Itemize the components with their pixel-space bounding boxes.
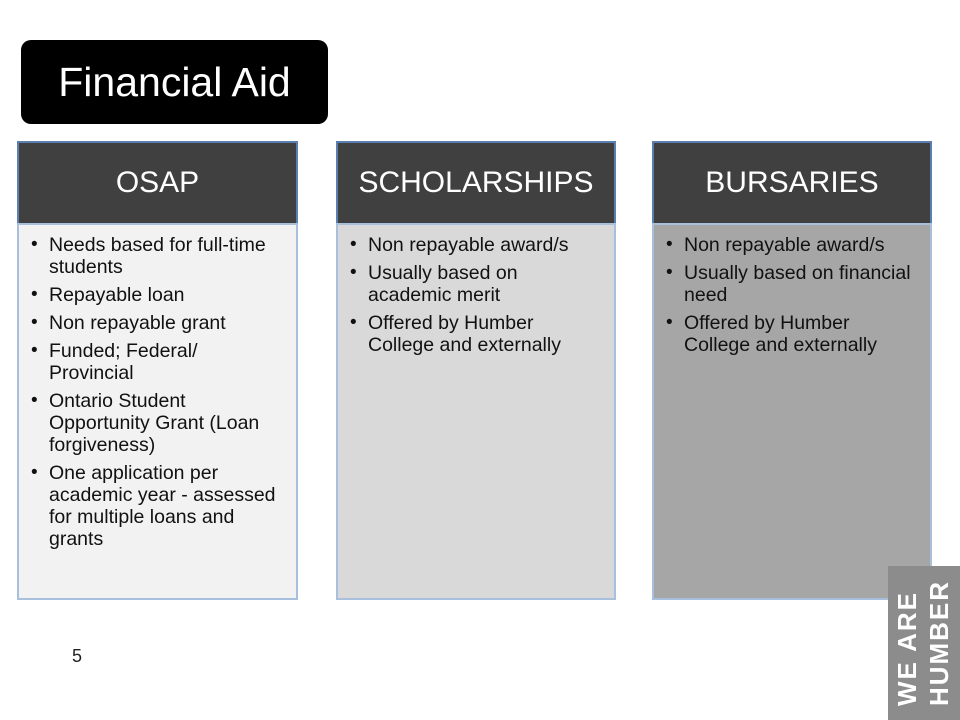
column-header — [652, 141, 932, 223]
column-header-label: SCHOLARSHIPS — [358, 166, 594, 199]
list-item: • Usually based on financial need — [666, 262, 911, 306]
column-header-label: BURSARIES — [705, 166, 879, 199]
column-scholarships — [336, 141, 616, 600]
slide-title-box — [21, 40, 328, 124]
slide-title: Financial Aid — [58, 58, 291, 105]
column-body — [652, 223, 932, 600]
column-header — [17, 141, 298, 223]
list-item: • Repayable loan — [31, 284, 185, 306]
list-item: • Non repayable award/s — [350, 234, 569, 256]
list-item: • Needs based for full-time students — [31, 234, 266, 278]
list-item: • Offered by Humber College and externally — [350, 312, 561, 356]
list-item: • Usually based on academic merit — [350, 262, 518, 306]
brand-text — [892, 580, 956, 706]
column-header-label: OSAP — [115, 166, 200, 199]
column-body — [336, 223, 616, 600]
brand-line-1: WE ARE — [892, 591, 922, 707]
bullet-list — [346, 234, 600, 356]
column-osap — [17, 141, 298, 600]
list-item: • Offered by Humber College and externally — [666, 312, 877, 356]
column-body — [17, 223, 298, 600]
slide-number: 5 — [72, 646, 83, 666]
bullet-list — [662, 234, 916, 356]
list-item: • One application per academic year - assessed for multiple loans and grants — [31, 462, 276, 550]
column-header — [336, 141, 616, 223]
bullet-list — [27, 234, 282, 550]
column-bursaries — [652, 141, 932, 600]
brand-line-2: HUMBER — [924, 579, 954, 707]
we-are-humber-logo — [888, 566, 960, 720]
list-item: • Non repayable award/s — [666, 234, 885, 256]
list-item: • Ontario Student Opportunity Grant (Loan forgiveness) — [31, 390, 260, 456]
list-item: • Non repayable grant — [31, 312, 226, 334]
list-item: • Funded; Federal/ Provincial — [31, 340, 198, 384]
